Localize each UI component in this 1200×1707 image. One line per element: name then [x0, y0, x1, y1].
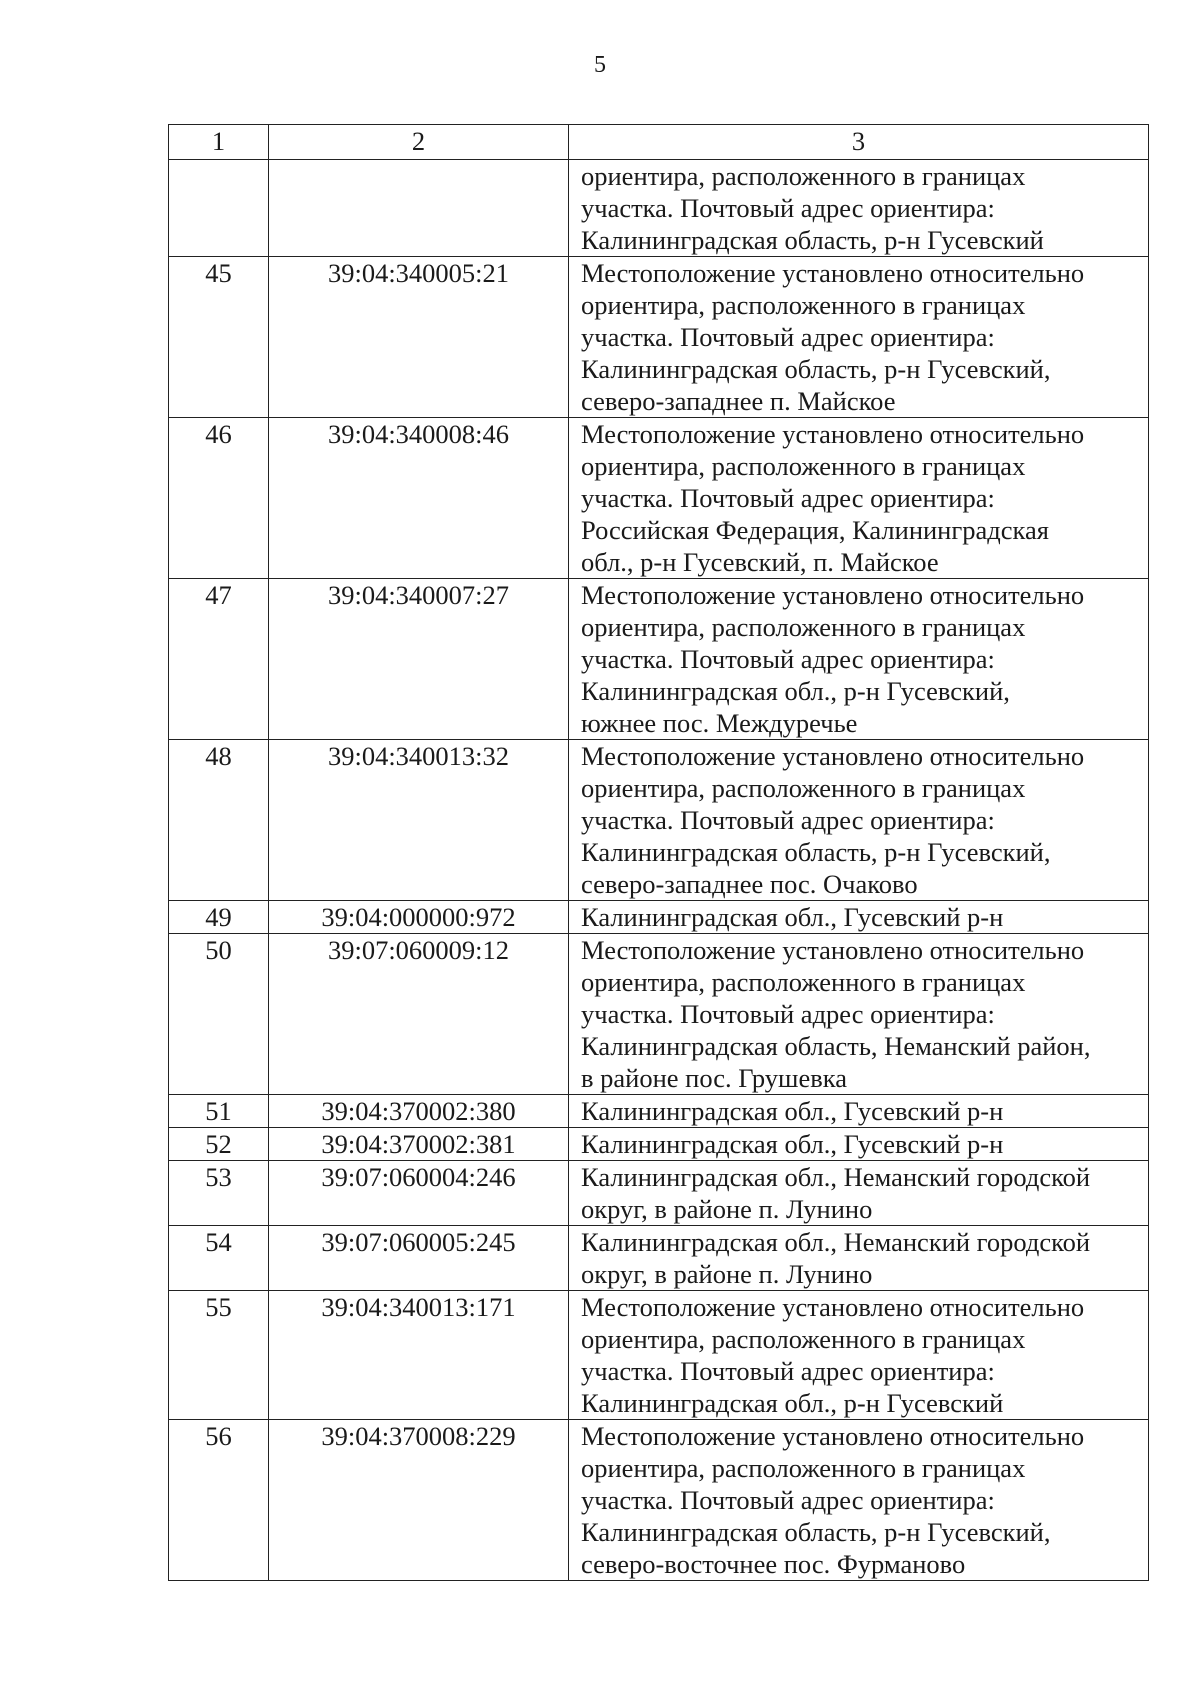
location-description: Калининградская обл., Гусевский р-н — [569, 1095, 1149, 1128]
cadastral-number: 39:04:340007:27 — [269, 579, 569, 740]
row-number: 51 — [169, 1095, 269, 1128]
location-description: Калининградская обл., Гусевский р-н — [569, 1128, 1149, 1161]
row-number: 46 — [169, 418, 269, 579]
table-row — [169, 1226, 1149, 1291]
table-row — [169, 1291, 1149, 1420]
row-number: 47 — [169, 579, 269, 740]
location-description: Калининградская обл., Гусевский р-н — [569, 901, 1149, 934]
table-body — [169, 160, 1149, 1581]
table-row — [169, 934, 1149, 1095]
table-row — [169, 1161, 1149, 1226]
cadastral-number: 39:07:060005:245 — [269, 1226, 569, 1291]
row-number: 49 — [169, 901, 269, 934]
table-row — [169, 1420, 1149, 1581]
table-row — [169, 1128, 1149, 1161]
cadastral-number: 39:04:340013:171 — [269, 1291, 569, 1420]
cadastral-number: 39:04:370002:381 — [269, 1128, 569, 1161]
row-number — [169, 160, 269, 257]
table-row — [169, 257, 1149, 418]
row-number: 56 — [169, 1420, 269, 1581]
location-description: Местоположение установлено относительно ориентира, расположенного в границах участка. Почтовый адрес ориентира: Калининградская обл., р-н Гусевский — [569, 1291, 1149, 1420]
table-row — [169, 901, 1149, 934]
location-description: Калининградская обл., Неманский городской округ, в районе п. Лунино — [569, 1226, 1149, 1291]
row-number: 45 — [169, 257, 269, 418]
location-description: ориентира, расположенного в границах участка. Почтовый адрес ориентира: Калининградская область, р-н Гусевский — [569, 160, 1149, 257]
row-number: 53 — [169, 1161, 269, 1226]
cadastral-number: 39:04:000000:972 — [269, 901, 569, 934]
header-row — [169, 125, 1149, 160]
table-row — [169, 1095, 1149, 1128]
row-number: 48 — [169, 740, 269, 901]
page-number: 5 — [594, 52, 606, 78]
table-row — [169, 740, 1149, 901]
cadastral-number: 39:04:340008:46 — [269, 418, 569, 579]
location-description: Местоположение установлено относительно ориентира, расположенного в границах участка. Почтовый адрес ориентира: Калининградская область, Неманский район, в районе пос. Грушевка — [569, 934, 1149, 1095]
cadastral-number: 39:04:340005:21 — [269, 257, 569, 418]
row-number: 55 — [169, 1291, 269, 1420]
header-col-1: 1 — [169, 125, 269, 160]
location-description: Местоположение установлено относительно ориентира, расположенного в границах участка. Почтовый адрес ориентира: Калининградская обл., р-н Гусевский, южнее пос. Междуречье — [569, 579, 1149, 740]
row-number: 50 — [169, 934, 269, 1095]
cadastral-number — [269, 160, 569, 257]
location-description: Местоположение установлено относительно ориентира, расположенного в границах участка. Почтовый адрес ориентира: Российская Федерация, Калининградская обл., р-н Гусевский, п. Майское — [569, 418, 1149, 579]
table-row — [169, 579, 1149, 740]
cadastral-number: 39:04:370008:229 — [269, 1420, 569, 1581]
cadastral-number: 39:07:060004:246 — [269, 1161, 569, 1226]
table-header — [169, 125, 1149, 160]
location-description: Местоположение установлено относительно ориентира, расположенного в границах участка. Почтовый адрес ориентира: Калининградская область, р-н Гусевский, северо-западнее пос. Очаково — [569, 740, 1149, 901]
header-col-3: 3 — [569, 125, 1149, 160]
land-plots-table — [168, 124, 1149, 1581]
cadastral-number: 39:04:370002:380 — [269, 1095, 569, 1128]
location-description: Местоположение установлено относительно ориентира, расположенного в границах участка. Почтовый адрес ориентира: Калининградская область, р-н Гусевский, северо-западнее п. Майское — [569, 257, 1149, 418]
location-description: Местоположение установлено относительно ориентира, расположенного в границах участка. Почтовый адрес ориентира: Калининградская область, р-н Гусевский, северо-восточнее пос. Фурманово — [569, 1420, 1149, 1581]
location-description: Калининградская обл., Неманский городской округ, в районе п. Лунино — [569, 1161, 1149, 1226]
cadastral-number: 39:07:060009:12 — [269, 934, 569, 1095]
header-col-2: 2 — [269, 125, 569, 160]
row-number: 52 — [169, 1128, 269, 1161]
cadastral-number: 39:04:340013:32 — [269, 740, 569, 901]
table-row — [169, 418, 1149, 579]
table-row — [169, 160, 1149, 257]
row-number: 54 — [169, 1226, 269, 1291]
